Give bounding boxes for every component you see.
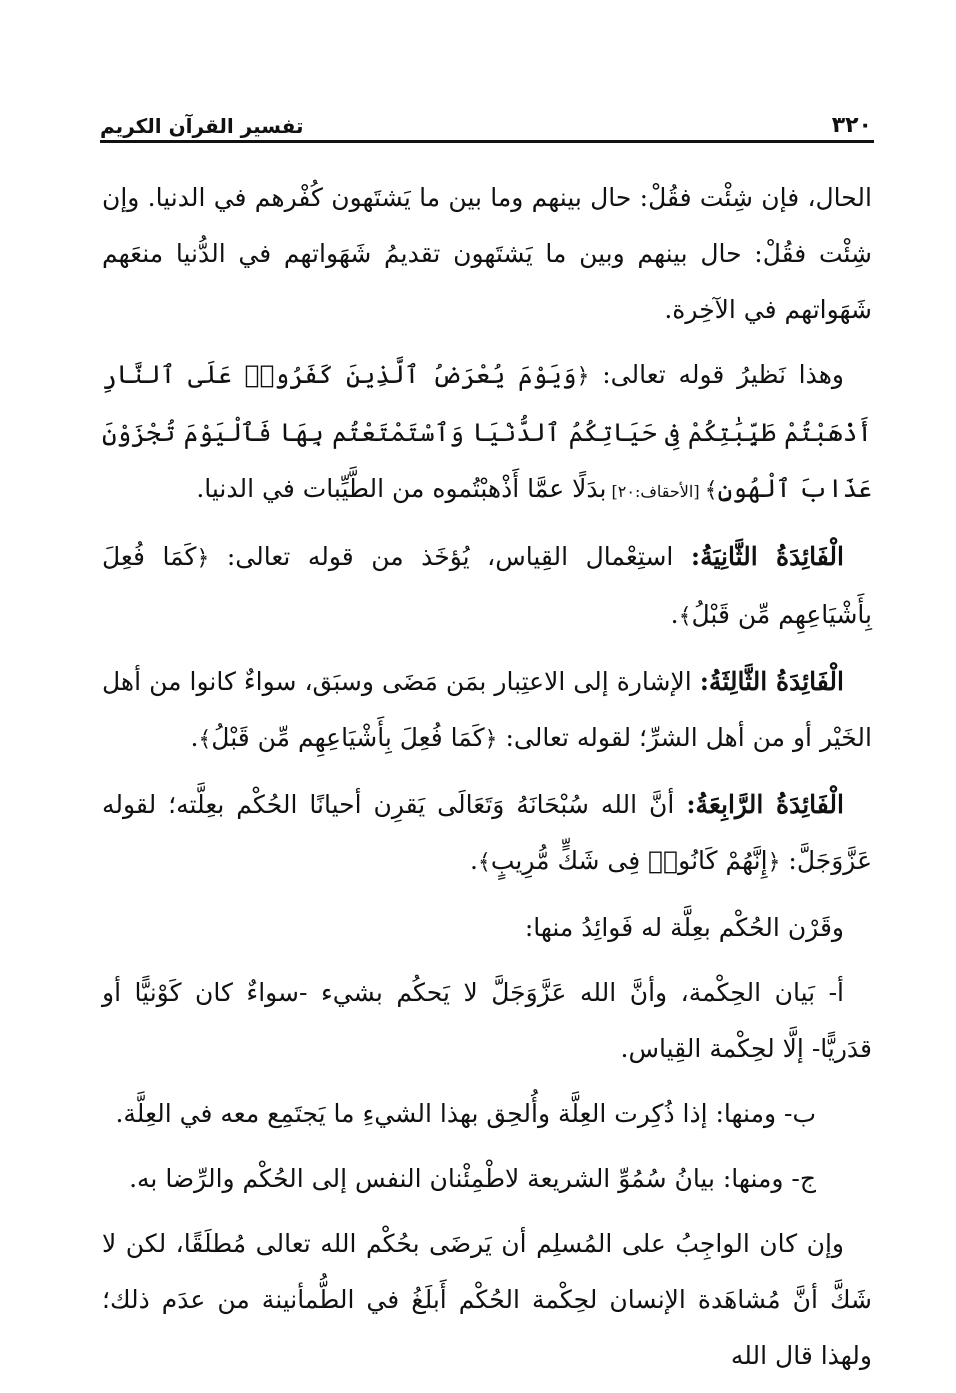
paragraph-9: ج- ومنها: بيانُ سُمُوِّ الشريعة لاطْمِئْنان النفس إلى الحُكْم والرِّضا به. — [129, 1164, 816, 1193]
paragraph-3 — [102, 529, 872, 645]
benefit-heading-2: الْفَائِدَةُ الثَّانِيَةُ: — [690, 542, 844, 571]
paragraph-2-lead: وهذا نَظيرُ قوله تعالى: — [589, 360, 844, 389]
quran-verse: كَمَا فُعِلَ بِأَشْيَاعِهِم مِّن قَبْلُ — [102, 542, 872, 629]
paragraph-8: ب- ومنها: إذا ذُكِرت العِلَّة وأُلحِق بهذا الشيءِ ما يَجتَمِع معه في العِلَّة. — [115, 1099, 816, 1128]
verse-open-bracket: ﴿ — [576, 364, 590, 389]
verse-open-bracket: ﴿ — [767, 850, 781, 875]
paragraph-5-tail: . — [469, 846, 478, 875]
paragraph-4-tail: . — [190, 723, 199, 752]
book-title: تفسير القرآن الكريم — [100, 114, 304, 138]
quran-verse: كَمَا فُعِلَ بِأَشْيَاعِهِم مِّن قَبْلُ — [211, 723, 485, 752]
paragraph-4 — [102, 654, 872, 768]
verse-open-bracket: ﴿ — [196, 546, 210, 571]
paragraph-10: وإن كان الواجِبُ على المُسلِم أن يَرضَى بحُكْم الله تعالى مُطلَقًا، لكن لا شَكَّ أنَّ مُشاهَدة الإنسان لحِكْمة الحُكْم أَبلَغُ في الطُّمأنينة من عدَم ذلك؛ ولهذا قال الله — [102, 1229, 872, 1370]
paragraph-1: الحال، فإن شِئْت فقُلْ: حال بينهم وما بين ما يَشتَهون كُفْرهم في الدنيا. وإن شِئْت فقُلْ: حال بينهم وبين ما يَشتَهون تقديمُ شَهَواتهم في الدُّنيا منعَهم شَهَواتهم في الآخِرة. — [102, 183, 872, 324]
page-header — [100, 98, 874, 138]
paragraph-6: وقَرْن الحُكْم بعِلَّة له فَوائِدُ منها: — [524, 913, 844, 942]
benefit-heading-3: الْفَائِدَةُ الثَّالِثَةُ: — [699, 667, 844, 696]
quran-verse: وَيَوْمَ يُعْرَضُ ٱلَّذِينَ كَفَرُوا۟ عَلَى ٱلنَّارِ أَذْهَبْتُمْ طَيِّبَٰتِكُمْ فِى حَيَاتِكُمُ ٱلدُّنْيَا وَٱسْتَمْتَعْتُم بِهَا فَٱلْيَوْمَ تُجْزَوْنَ عَذَابَ ٱلْهُونِ — [102, 360, 872, 503]
paragraph-4-lead: الإشارة إلى الاعتِبار بمَن مَضَى وسبَق، سواءٌ كانوا من أهل الخَيْر أو من أهل الشرِّ؛ لقوله تعالى: — [102, 667, 872, 752]
verse-close-bracket: ﴾ — [678, 604, 692, 629]
paragraph-5-lead: أنَّ الله سُبْحَانَهُ وَتَعَالَى يَقرِن أحيانًا الحُكْم بعِلَّته؛ لقوله عَزَّوَجَلَّ: — [102, 790, 872, 875]
quran-verse: إِنَّهُمْ كَانُوا۟ فِى شَكٍّ مُّرِيبٍ — [490, 846, 768, 875]
paragraph-3-tail: . — [670, 600, 679, 629]
verse-reference: [الأحقاف:٢٠] — [606, 482, 705, 501]
paragraph-2-tail: بدَلًا عمَّا أَذْهبْتُموه من الطَّيِّبات في الدنيا. — [196, 474, 607, 503]
paragraph-7: أ- بَيان الحِكْمة، وأنَّ الله عَزَّوَجَلَّ لا يَحكُم بشيء -سواءٌ كان كَوْنيًّا أو قدَريًّا- إلَّا لحِكْمة القِياس. — [102, 978, 872, 1063]
paragraph-5 — [102, 777, 872, 891]
verse-close-bracket: ﴾ — [477, 850, 491, 875]
header-rule — [100, 140, 874, 143]
body-text — [102, 170, 872, 1393]
benefit-heading-4: الْفَائِدَةُ الرَّابِعَةُ: — [686, 790, 844, 819]
verse-open-bracket: ﴿ — [484, 727, 498, 752]
verse-close-bracket: ﴾ — [704, 478, 718, 503]
paragraph-2 — [102, 347, 872, 520]
verse-close-bracket: ﴾ — [198, 727, 212, 752]
paragraph-3-lead: استِعْمال القِياس، يُؤخَذ من قوله تعالى: — [209, 542, 691, 571]
page-number: ٣٢٠ — [831, 113, 872, 138]
